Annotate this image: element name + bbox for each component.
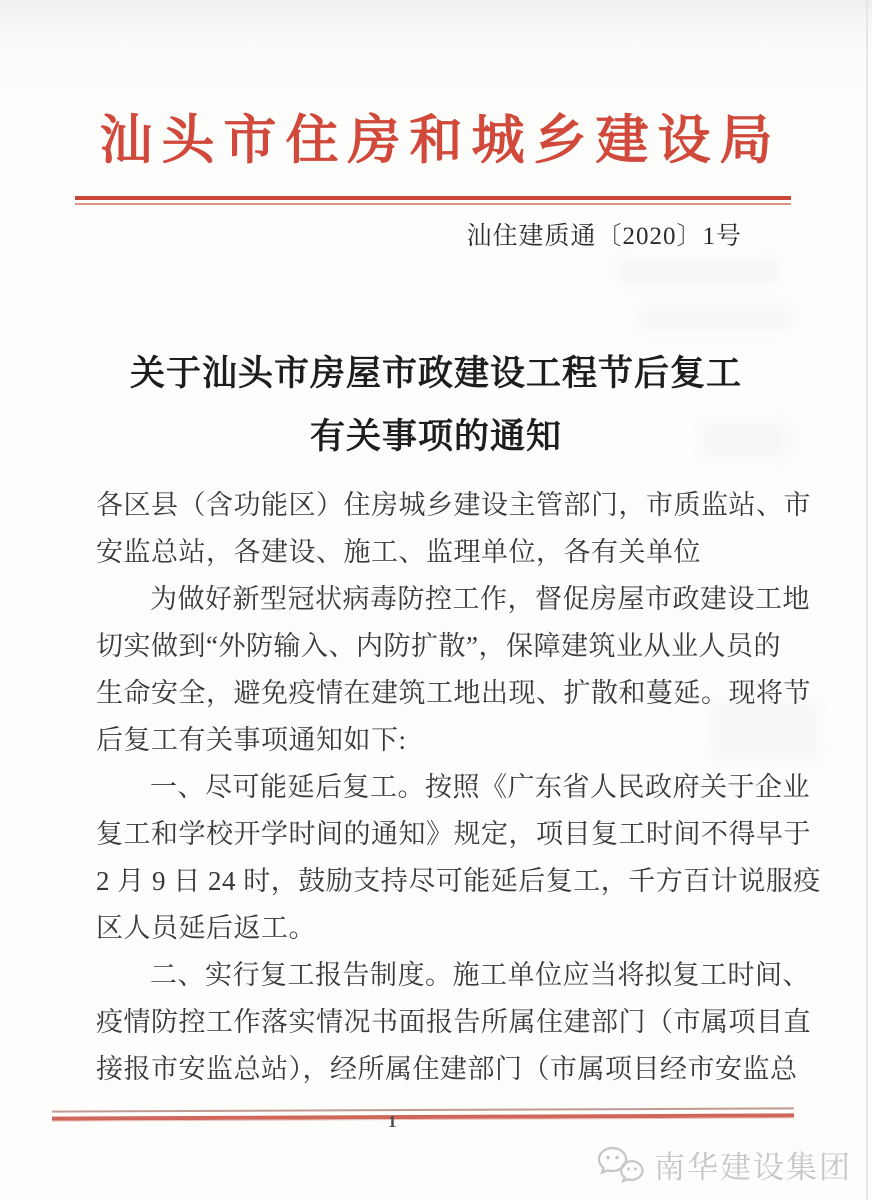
- document-number: 汕住建质通〔2020〕1号: [466, 223, 742, 250]
- divider-thin-line: [75, 203, 791, 205]
- body-line: 各区县（含功能区）住房城乡建设主管部门，市质监站、市: [96, 490, 811, 520]
- body-line: 疫情防控工作落实情况书面报告所属住建部门（市属项目直: [96, 1007, 811, 1037]
- title-line-1: 关于汕头市房屋市政建设工程节后复工: [129, 354, 742, 393]
- body-line: 区人员延后返工。: [96, 913, 316, 943]
- body-line: 二、实行复工报告制度。施工单位应当将拟复工时间、: [150, 960, 810, 990]
- agency-letterhead: 汕头市住房和城乡建设局: [99, 112, 782, 170]
- scan-artifact: [618, 258, 778, 284]
- watermark: [596, 1142, 852, 1187]
- body-line: 一、尽可能延后复工。按照《广东省人民政府关于企业: [150, 772, 810, 802]
- document-title: [0, 342, 872, 468]
- letterhead-divider-rule: [75, 196, 791, 206]
- body-line: 安监总站，各建设、施工、监理单位，各有关单位: [96, 537, 701, 567]
- page-bottom-rule: [52, 1107, 794, 1122]
- body-line: 2 月 9 日 24 时，鼓励支持尽可能延后复工，千方百计说服疫: [96, 866, 821, 896]
- body-line: 切实做到“外防输入、内防扩散”，保障建筑业从业人员的: [96, 631, 781, 661]
- body-line: 接报市安监总站），经所属住建部门（市属项目经市安监总: [96, 1054, 798, 1084]
- page-number: 1: [388, 1112, 397, 1131]
- body-line: 为做好新型冠状病毒防控工作，督促房屋市政建设工地: [150, 584, 810, 614]
- title-line-2: 有关事项的通知: [309, 417, 562, 456]
- wechat-icon: [596, 1144, 646, 1186]
- body-line: 后复工有关事项通知如下:: [96, 725, 407, 755]
- watermark-text: 南华建设集团: [654, 1150, 852, 1185]
- document-body: [96, 482, 821, 1093]
- body-line: 生命安全，避免疫情在建筑工地出现、扩散和蔓延。现将节: [96, 678, 811, 708]
- scan-page-edge: [866, 0, 868, 1200]
- body-line: 复工和学校开学时间的通知》规定，项目复工时间不得早于: [96, 819, 811, 849]
- scan-artifact: [640, 305, 790, 331]
